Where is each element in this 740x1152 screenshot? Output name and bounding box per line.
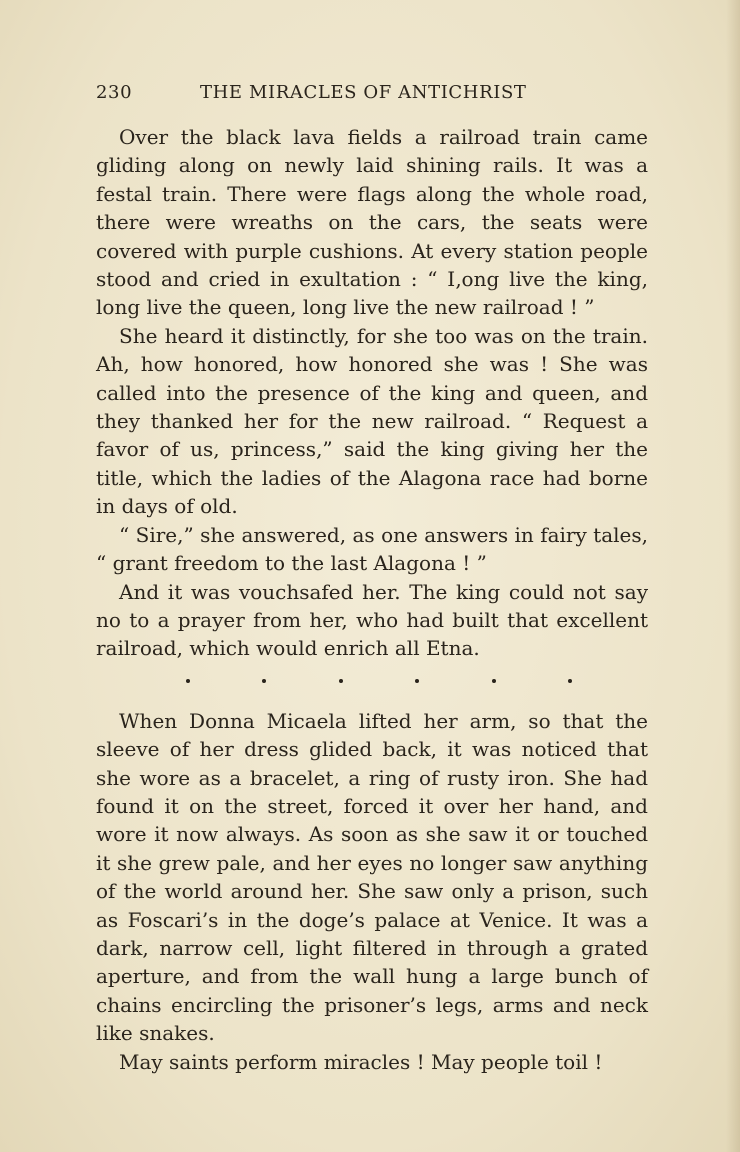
paragraph: May saints perform miracles ! May people toil ! [119,1049,603,1074]
paragraph: When Donna Micaela lifted her arm, so that the sleeve of her dress glided back, it was noticed that she wore as a bracelet, a ring of rusty iron. She had found it on the street, forced it over her hand, and wore it now always. As soon as she saw it or touched it she grew pale, and her eyes no longer saw anything of the world around her. She saw only a prison, such as Foscari’s in the doge’s palace at Venice. It was a dark, narrow cell, light filtered in through a grated aperture, and from the wall hung a large bunch of chains encircling the prisoner’s legs, arms and neck like snakes. [96,708,648,1046]
body-text [96,123,648,1076]
page-number: 230 [96,82,133,103]
section-break-dot [568,679,572,683]
paragraph: She heard it distinctly, for she too was on the train. Ah, how honored, how honored she was ! She was called into the presence of the king and queen, and they thanked her for the new railroad. “ Request a favor of us, princess,” said the king giving her the title, which the ladies of the Alagona race had borne in days of old. [96,323,648,519]
paragraph: Over the black lava fields a railroad train came gliding along on newly laid shining rails. It was a festal train. There were flags along the whole road, there were wreaths on the cars, the seats were covered with purple cushions. At every station people stood and cried in exultation : “ I‚ong live the king, long live the queen, long live the new railroad ! ” [96,125,648,320]
page-edge-shading [726,0,740,1152]
paragraph: “ Sire,” she answered, as one answers in fairy tales, “ grant freedom to the last Alagona ! ” [96,522,648,576]
section-break-dot [262,679,266,683]
section-break-dot [186,679,190,683]
section-break-dot [415,679,419,683]
section-break [96,667,648,695]
section-break-dot [492,679,496,683]
section-break-dot [339,679,343,683]
running-title: THE MIRACLES OF ANTICHRIST [200,82,527,103]
running-header [96,82,646,108]
paragraph: And it was vouchsafed her. The king could not say no to a prayer from her, who had built that excellent railroad, which would enrich all Etna. [96,579,648,661]
